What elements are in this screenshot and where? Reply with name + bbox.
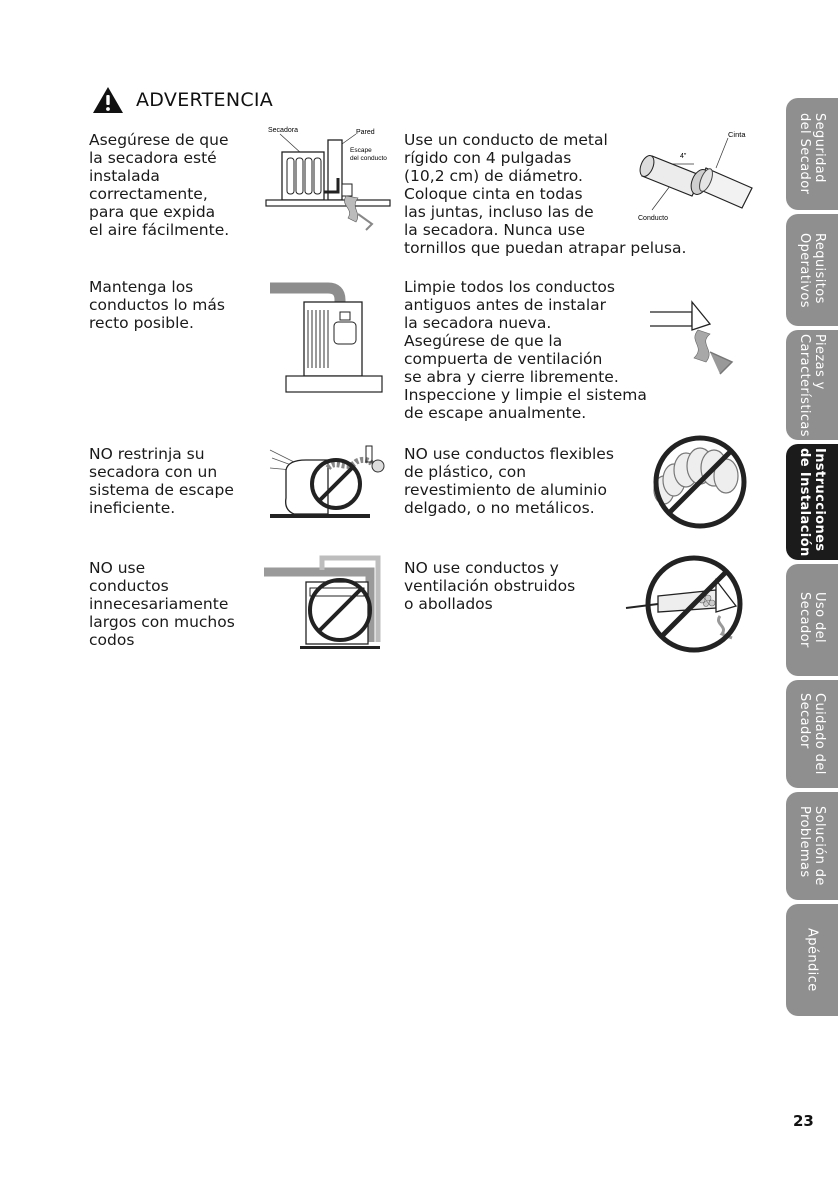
tab-seguridad[interactable]: Seguridad del Secador [786,98,838,210]
warning-triangle-icon [92,86,124,114]
obstructed-duct-illustration [624,550,748,656]
instruction-no-obstructed-ducts: NO use conductos y ventilación obstruidos o abollados [404,559,576,613]
instruction-no-flexible-plastic: NO use conductos flexibles de plástico, con revestimiento de aluminio delgado, o no metálicos. [404,445,614,517]
dryer-label: Secadora [268,127,298,134]
tab-cuidado[interactable]: Cuidado del Secador [786,680,838,788]
tab-apendice[interactable]: Apéndice [786,904,838,1016]
tab-requisitos[interactable]: Requisitos Operativos [786,214,838,326]
diameter-label: 4" [680,153,687,160]
exhaust-label: Escape del conducto [350,147,387,162]
tab-uso[interactable]: Uso del Secador [786,564,838,676]
flexible-plastic-duct-illustration [646,430,748,530]
warning-title: ADVERTENCIA [136,89,274,111]
dryer-installation-illustration [262,122,397,234]
instruction-keep-ducts-straight: Mantenga los conductos lo más recto posible. [89,278,225,332]
instruction-no-long-ducts: NO use conductos innecesariamente largos con muchos codos [89,559,235,649]
wall-label: Pared [356,129,375,136]
tab-piezas[interactable]: Piezas y Características [786,330,838,440]
warning-header [92,85,273,115]
page-number: 23 [793,1112,814,1130]
restricted-exhaust-illustration [266,440,392,520]
instruction-rigid-metal-duct: Use un conducto de metal rígido con 4 pulgadas (10,2 cm) de diámetro. Coloque cinta en todas las juntas, incluso las de la secadora. Nunca use tornillos que puedan atrapar pelusa. [404,131,687,257]
long-duct-elbows-illustration [260,552,392,652]
duct-label: Conducto [638,215,668,222]
vent-clean-illustration [648,296,748,384]
tape-label: Cinta [728,130,746,139]
rigid-duct-tape-illustration [628,124,754,236]
instruction-install-correctly: Asegúrese de que la secadora esté instalada correctamente, para que expida el aire fácilmente. [89,131,230,239]
tab-solucion[interactable]: Solución de Problemas [786,792,838,900]
instruction-no-restrict-exhaust: NO restrinja su secadora con un sistema de escape ineficiente. [89,445,234,517]
straight-duct-dryer-illustration [268,276,388,398]
tab-instrucciones[interactable]: Instrucciones de Instalación [786,444,838,560]
instruction-clean-ducts: Limpie todos los conductos antiguos antes de instalar la secadora nueva. Asegúrese de que la compuerta de ventilación se abra y cierre libremente. Inspeccione y limpie el sistema de escape anualmente. [404,278,647,422]
